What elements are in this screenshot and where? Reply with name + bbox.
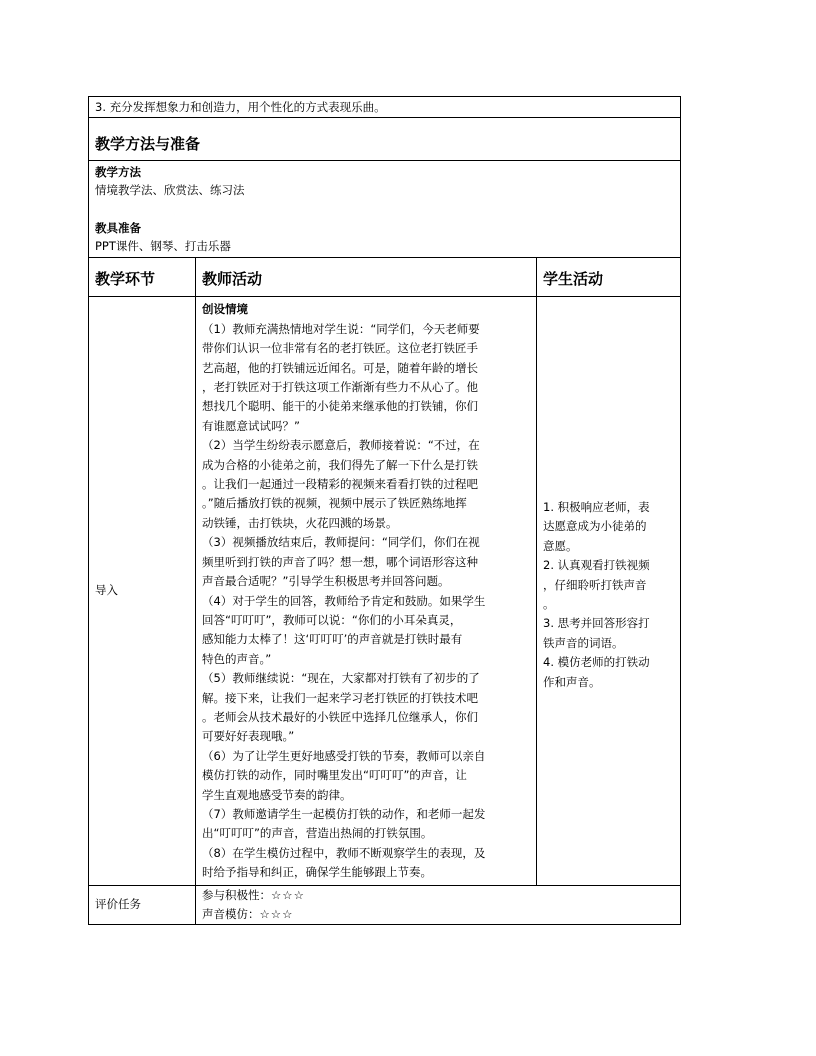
methods-section-title: 教学方法与准备 — [89, 118, 681, 161]
teacher-activity-line: 时给予指导和纠正，确保学生能够跟上节奏。 — [202, 865, 432, 880]
student-activity-line: 铁声音的词语。 — [543, 635, 624, 650]
teacher-activity-line: （8）在学生模仿过程中，教师不断观察学生的表现，及 — [202, 845, 486, 860]
student-activity-line: 3. 思考并回答形容打 — [543, 616, 650, 631]
tools-text: PPT课件、钢琴、打击乐器 — [95, 239, 231, 254]
teacher-activity-line: 动铁锤，击打铁块，火花四溅的场景。 — [202, 515, 398, 530]
intro-stage: 导入 — [89, 297, 196, 885]
teacher-activity-line: 模仿打铁的动作，同时嘴里发出“叮叮叮”的声音，让 — [202, 768, 467, 783]
student-activity-line: 达愿意成为小徒弟的 — [543, 519, 647, 534]
methods-title-row — [89, 118, 681, 161]
teacher-activity-line: （1）教师充满热情地对学生说：“同学们，今天老师要 — [202, 321, 480, 336]
teacher-activity-line: 可要好好表现哦。” — [202, 729, 295, 744]
teacher-activity-line: 特色的声音。” — [202, 651, 272, 666]
lesson-plan-table — [88, 96, 681, 925]
teacher-activity-line: 想找几个聪明、能干的小徒弟来继承他的打铁铺，你们 — [202, 399, 478, 414]
methods-heading: 教学方法 — [95, 165, 141, 180]
teacher-activity-line: 。让我们一起通过一段精彩的视频来看看打铁的过程吧 — [202, 477, 478, 492]
teacher-activity-line: ，老打铁匠对于打铁这项工作渐渐有些力不从心了。他 — [202, 380, 478, 395]
teacher-activity-line: （6）为了让学生更好地感受打铁的节奏，教师可以亲自 — [202, 748, 486, 763]
teacher-activity-line: 声音最合适呢？”引导学生积极思考并回答问题。 — [202, 574, 450, 589]
star-rating: ☆☆☆ — [259, 907, 294, 921]
intro-teacher-activity — [196, 297, 537, 885]
teacher-activity-line: （5）教师继续说：“现在，大家都对打铁有了初步的了 — [202, 671, 480, 686]
student-activity-line: 作和声音。 — [543, 674, 601, 689]
evaluation-items — [196, 885, 681, 925]
intro-student-activity — [537, 297, 681, 885]
teacher-activity-line: 。”随后播放打铁的视频，视频中展示了铁匠熟练地挥 — [202, 496, 467, 511]
methods-row — [89, 161, 681, 258]
table-header-row — [89, 258, 681, 297]
teacher-heading: 创设情境 — [202, 302, 248, 317]
teacher-activity-line: 频里听到打铁的声音了吗？想一想，哪个词语形容这种 — [202, 554, 478, 569]
teacher-activity-line: 有谁愿意试试吗？” — [202, 418, 300, 433]
objective-row — [89, 97, 681, 118]
student-activity-line: 2. 认真观看打铁视频 — [543, 558, 650, 573]
tools-heading: 教具准备 — [95, 221, 141, 236]
methods-cell — [89, 161, 681, 258]
teacher-activity-line: （2）当学生纷纷表示愿意后，教师接着说：“不过，在 — [202, 438, 480, 453]
header-teacher: 教师活动 — [196, 258, 537, 297]
teacher-activity-line: 学生直观地感受节奏的韵律。 — [202, 787, 352, 802]
header-student: 学生活动 — [537, 258, 681, 297]
student-activity-line: 意愿。 — [543, 538, 578, 553]
student-activity-line: 。 — [543, 597, 555, 611]
evaluation-row — [89, 885, 681, 925]
teacher-activity-line: 回答“叮叮叮”，教师可以说：“你们的小耳朵真灵， — [202, 612, 462, 627]
teacher-activity-line: 成为合格的小徒弟之前，我们得先了解一下什么是打铁 — [202, 457, 478, 472]
teacher-activity-line: （4）对于学生的回答，教师给予肯定和鼓励。如果学生 — [202, 593, 486, 608]
teacher-activity-line: （3）视频播放结束后，教师提问：“同学们，你们在视 — [202, 535, 480, 550]
objective-3: 3. 充分发挥想象力和创造力，用个性化的方式表现乐曲。 — [89, 97, 681, 118]
evaluation-stage: 评价任务 — [89, 885, 196, 925]
student-activity-line: ，仔细聆听打铁声音 — [543, 577, 647, 592]
evaluation-item: 声音模仿：☆☆☆ — [202, 907, 294, 921]
teacher-activity-line: 。老师会从技术最好的小铁匠中选择几位继承人，你们 — [202, 709, 478, 724]
teacher-activity-line: 解。接下来，让我们一起来学习老打铁匠的打铁技术吧 — [202, 690, 478, 705]
methods-text: 情境教学法、欣赏法、练习法 — [95, 183, 245, 198]
teacher-activity-line: （7）教师邀请学生一起模仿打铁的动作，和老师一起发 — [202, 806, 486, 821]
lesson-plan-page — [88, 96, 680, 925]
teacher-activity-line: 感知能力太棒了！这‘叮叮叮’的声音就是打铁时最有 — [202, 632, 463, 647]
intro-row — [89, 297, 681, 885]
evaluation-item: 参与积极性：☆☆☆ — [202, 887, 305, 902]
header-stage: 教学环节 — [89, 258, 196, 297]
teacher-activity-line: 带你们认识一位非常有名的老打铁匠。这位老打铁匠手 — [202, 341, 478, 356]
star-rating: ☆☆☆ — [271, 887, 305, 902]
student-activity-line: 1. 积极响应老师，表 — [543, 499, 650, 514]
student-activity-line: 4. 模仿老师的打铁动 — [543, 655, 650, 670]
teacher-activity-line: 出“叮叮叮”的声音，营造出热闹的打铁氛围。 — [202, 826, 433, 841]
teacher-activity-line: 艺高超，他的打铁铺远近闻名。可是，随着年龄的增长 — [202, 360, 478, 375]
